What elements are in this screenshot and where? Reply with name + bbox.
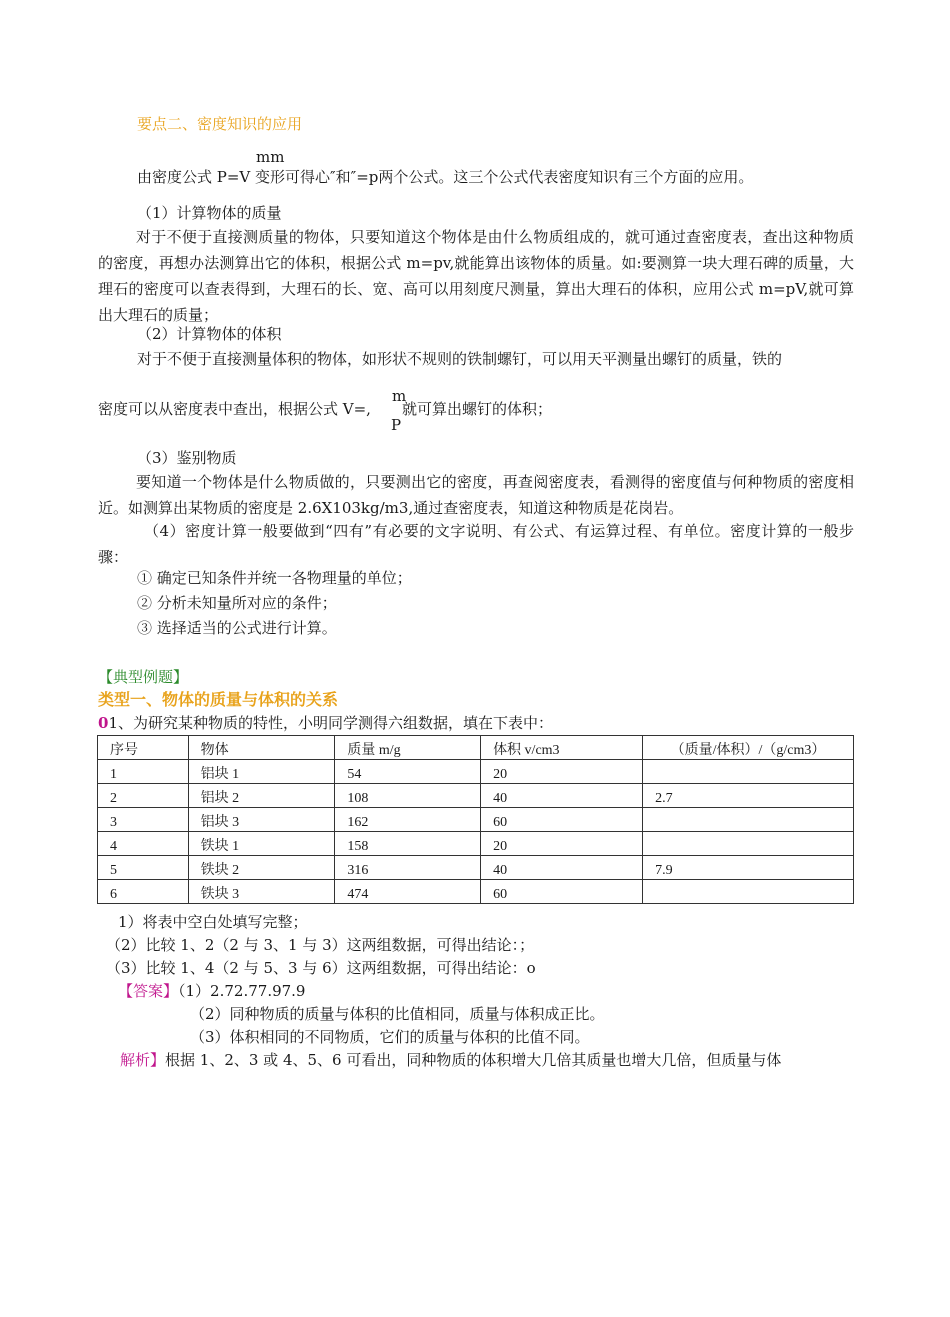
table-cell: 7.9 [643,856,854,880]
item4-step: ③ 选择适当的公式进行计算。 [137,619,337,637]
table-cell: 20 [481,832,643,856]
item2-heading: （2）计算物体的体积 [137,325,282,343]
question [98,712,553,734]
answer-text: （1）2.72.77.97.9 [178,982,306,1000]
item2-frac-num: m [392,387,407,405]
table-cell: 铝块 1 [188,760,335,784]
item4-body: （4）密度计算一般要做到“四有”有必要的文字说明、有公式、有运算过程、有单位。密度计算的一般步骤： [98,522,854,566]
item4-step: ① 确定已知条件并统一各物理量的单位； [137,569,412,587]
table-cell: 2 [98,784,189,808]
table-cell: 40 [481,784,643,808]
answer-line3: （3）体积相同的不同物质，它们的质量与体积的比值不同。 [190,1028,590,1046]
table-row [98,856,854,880]
type-title: 类型一、物体的质量与体积的关系 [98,690,339,709]
data-table [97,735,854,904]
item2-line2-pre: 密度可以从密度表中查出，根据公式 V=, [98,400,371,418]
table-cell: 316 [335,856,481,880]
table-cell [643,832,854,856]
answer-line1 [118,980,305,1002]
table-header-cell: 序号 [98,736,189,760]
table-cell [643,880,854,904]
table-cell: 54 [335,760,481,784]
table-cell: 铁块 2 [188,856,335,880]
item1-heading: （1）计算物体的质量 [137,204,282,222]
analysis [120,1049,781,1071]
table-row [98,880,854,904]
answer-label: 【答案】 [118,982,179,1000]
item3-heading: （3）鉴别物质 [137,449,237,467]
table-cell: 3 [98,808,189,832]
analysis-text: 根据 1、2、3 或 4、5、6 可看出，同种物质的体积增大几倍其质量也增大几倍，但质量与体 [165,1051,782,1069]
item3-body: 要知道一个物体是什么物质做的，只要测出它的密度，再查阅密度表，看测得的密度值与何种物质的密度相近。如测算出某物质的密度是 2.6X103kg/m3,通过查密度表，知道这种物质是花岗岩。 [98,473,854,517]
table-cell [643,760,854,784]
item2-line2-post: 就可算出螺钉的体积； [402,400,553,418]
analysis-label: 解析】 [120,1051,166,1069]
table-cell: 474 [335,880,481,904]
table-cell: 铝块 2 [188,784,335,808]
table-cell: 60 [481,808,643,832]
table-header-row [98,736,854,760]
table-cell: 4 [98,832,189,856]
table-cell: 铁块 1 [188,832,335,856]
table-cell: 1 [98,760,189,784]
item2-frac-den: P [391,416,402,434]
table-cell: 60 [481,880,643,904]
table-cell: 6 [98,880,189,904]
formula-line: 由密度公式 P=V 变形可得心″和″=p两个公式。这三个公式代表密度知识有三个方面的应用。 [137,168,754,186]
table-header-cell: 质量 m/g [335,736,481,760]
sub-question: （2）比较 1、2（2 与 3、1 与 3）这两组数据，可得出结论：； [106,936,535,954]
question-number: 0 [98,714,109,732]
table-cell: 108 [335,784,481,808]
table-cell [643,808,854,832]
table-row [98,832,854,856]
table-cell: 2.7 [643,784,854,808]
answer-line2: （2）同种物质的质量与体积的比值相同，质量与体积成正比。 [190,1005,605,1023]
table-cell: 5 [98,856,189,880]
example-header: 【典型例题】 [98,668,189,686]
item1-body: 对于不便于直接测质量的物体，只要知道这个物体是由什么物质组成的，就可通过查密度表，查出这种物质的密度，再想办法测算出它的体积，根据公式 m=pv,就能算出该物体的质量。如:要测算一块大理石碑的质量，大理石的密度可以查表得到，大理石的长、宽、高可以用刻度尺测量，算出大理石的体积，应用公式 m=pV,就可算出大理石的质量； [98,228,854,324]
item4-step: ② 分析未知量所对应的条件； [137,594,337,612]
question-text: 1、为研究某种物质的特性，小明同学测得六组数据，填在下表中： [108,714,553,732]
table-cell: 铁块 3 [188,880,335,904]
table-header-cell: 体积 v/cm3 [481,736,643,760]
table-cell: 40 [481,856,643,880]
sub-question: 1）将表中空白处填写完整； [118,913,308,931]
table-row [98,808,854,832]
table-cell: 20 [481,760,643,784]
table-cell: 158 [335,832,481,856]
table-cell: 162 [335,808,481,832]
item2-body: 对于不便于直接测量体积的物体，如形状不规则的铁制螺钉，可以用天平测量出螺钉的质量，铁的 [137,350,783,368]
formula-numerator: mm [256,148,285,166]
table-header-cell: 物体 [188,736,335,760]
table-row [98,784,854,808]
section-title: 要点二、密度知识的应用 [137,115,303,133]
table-row [98,760,854,784]
table-header-cell: （质量/体积）/（g/cm3） [643,736,854,760]
sub-question: （3）比较 1、4（2 与 5、3 与 6）这两组数据，可得出结论：o [106,959,536,977]
table-cell: 铝块 3 [188,808,335,832]
